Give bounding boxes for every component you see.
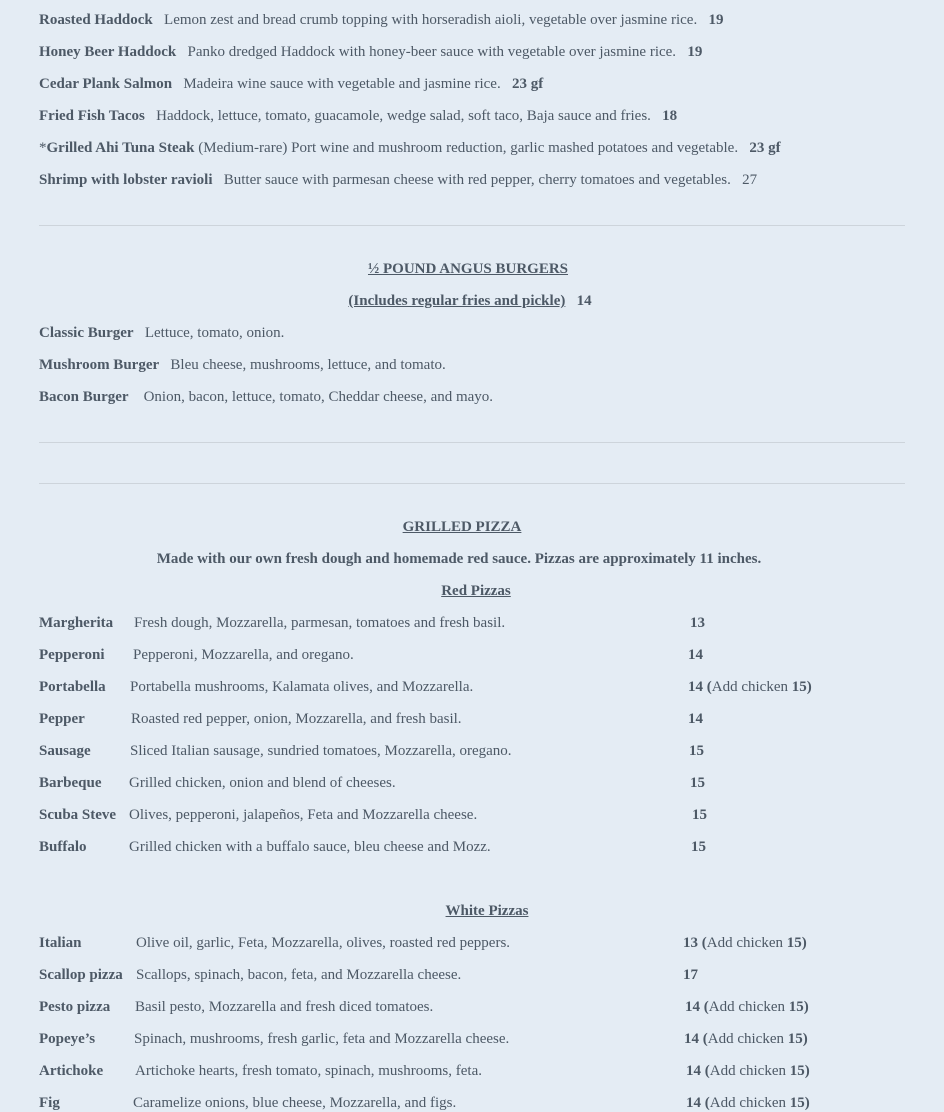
pizza-name: Italian [39,935,82,951]
pizza-desc: Sliced Italian sausage, sundried tomatoes, Mozzarella, oregano. [130,743,512,759]
pizza-desc: Pepperoni, Mozzarella, and oregano. [133,647,354,663]
item-name: Grilled Ahi Tuna Steak [46,140,195,156]
add-chicken-label: Add chicken [709,1095,786,1111]
menu-item-roasted-haddock [39,11,723,29]
pizza-name: Popeye’s [39,1031,96,1047]
add-paren-close: ) [802,1031,808,1047]
pizza-name: Sausage [39,743,91,759]
item-desc: (Medium-rare) Port wine and mushroom reduction, garlic mashed potatoes and vegetable. [198,140,739,156]
pizza-name: Portabella [39,679,106,695]
add-paren-close: ) [804,1095,810,1111]
pizza-desc: Artichoke hearts, fresh tomato, spinach, mushrooms, feta. [135,1063,482,1079]
item-desc: Butter sauce with parmesan cheese with red pepper, cherry tomatoes and vegetables. [223,172,731,188]
pizza-price-group [688,678,812,696]
divider [39,442,905,443]
pizza-desc: Caramelize onions, blue cheese, Mozzarella, and figs. [133,1095,457,1111]
pizza-price-group [686,1062,810,1080]
add-chicken-price: 15 [791,679,807,695]
add-chicken-price: 15 [786,935,802,951]
pizza-price: 14 [684,1031,699,1047]
pizza-desc: Roasted red pepper, onion, Mozzarella, and fresh basil. [131,711,462,727]
pizza-desc: Spinach, mushrooms, fresh garlic, feta and Mozzarella cheese. [134,1031,510,1047]
item-price: 23 gf [511,76,544,92]
pizza-name: Scallop pizza [39,967,123,983]
add-paren-open: ( [703,999,709,1015]
divider [39,483,905,484]
pizza-subtitle: Made with our own fresh dough and homemade red sauce. Pizzas are approximately 11 inches. [156,551,762,567]
item-desc: Haddock, lettuce, tomato, guacamole, wedge salad, soft taco, Baja sauce and fries. [156,108,651,124]
item-desc: Panko dredged Haddock with honey-beer sauce with vegetable over jasmine rice. [187,44,677,60]
pizza-desc: Olive oil, garlic, Feta, Mozzarella, olives, roasted red peppers. [136,935,511,951]
add-paren-open: ( [704,1063,710,1079]
add-paren-open: ( [706,679,712,695]
pizza-desc: Portabella mushrooms, Kalamata olives, and Mozzarella. [130,679,474,695]
pizza-name: Pepper [39,711,85,727]
pizza-price-group [692,806,707,824]
pizza-price: 14 [688,711,703,727]
item-name: Shrimp with lobster ravioli [39,172,213,188]
pizza-price-group [683,966,698,984]
add-chicken-label: Add chicken [707,1031,784,1047]
pizza-price-group [690,774,705,792]
item-desc: Madeira wine sauce with vegetable and jasmine rice. [183,76,501,92]
pizza-price-group [686,1094,810,1112]
pizza-name: Pesto pizza [39,999,111,1015]
add-paren-open: ( [702,1031,708,1047]
item-price: 23 gf [749,140,781,156]
pizza-desc: Olives, pepperoni, jalapeños, Feta and Mozzarella cheese. [129,807,478,823]
pizza-price: 17 [683,967,698,983]
pizza-desc: Fresh dough, Mozzarella, parmesan, tomatoes and fresh basil. [134,615,506,631]
add-chicken-price: 15 [788,999,804,1015]
pizza-price: 15 [689,743,704,759]
item-name: Cedar Plank Salmon [39,76,173,92]
pizza-price: 13 [690,615,705,631]
burgers-subtitle-line [0,292,940,310]
pizza-price: 14 [688,679,703,695]
pizza-price: 15 [692,807,707,823]
menu-item-grilled-ahi-tuna [39,139,781,157]
burgers-subtitle: (Includes regular fries and pickle) [348,293,566,309]
burgers-price: 14 [576,293,592,309]
menu-item-shrimp-lobster-ravioli [39,171,757,189]
pizza-price: 14 [685,999,700,1015]
pizza-price: 13 [683,935,698,951]
pizza-price-group [690,614,705,632]
menu-item-bacon-burger [39,388,493,406]
item-price: 27 [742,172,758,188]
item-desc: Bleu cheese, mushrooms, lettuce, and tomato. [170,357,446,373]
pizza-price-group [688,646,703,664]
item-name: Roasted Haddock [39,12,153,28]
item-name: Bacon Burger [39,389,129,405]
add-chicken-label: Add chicken [711,679,788,695]
pizza-desc: Grilled chicken, onion and blend of cheeses. [129,775,396,791]
menu-item-cedar-plank-salmon [39,75,543,93]
pizza-name: Fig [39,1095,60,1111]
pizza-name: Artichoke [39,1063,104,1079]
pizza-name: Buffalo [39,839,87,855]
item-desc: Onion, bacon, lettuce, tomato, Cheddar cheese, and mayo. [143,389,494,405]
pizza-name: Margherita [39,615,114,631]
add-chicken-label: Add chicken [709,1063,786,1079]
add-paren-close: ) [806,679,812,695]
item-desc: Lettuce, tomato, onion. [144,325,285,341]
item-desc: Lemon zest and bread crumb topping with horseradish aioli, vegetable over jasmine rice. [164,12,698,28]
add-chicken-label: Add chicken [706,935,783,951]
item-price: 19 [708,12,724,28]
menu-item-classic-burger [39,324,284,342]
divider [39,225,905,226]
pizza-desc: Grilled chicken with a buffalo sauce, bleu cheese and Mozz. [129,839,491,855]
pizza-desc: Basil pesto, Mozzarella and fresh diced tomatoes. [135,999,434,1015]
pizza-price-group [683,934,807,952]
section-title-pizza: GRILLED PIZZA [402,519,522,535]
white-pizzas-title: White Pizzas [445,903,529,919]
pizza-price: 15 [690,775,705,791]
menu-item-fried-fish-tacos [39,107,677,125]
item-price: 18 [662,108,678,124]
menu-item-honey-beer-haddock [39,43,702,61]
pizza-price-group [684,1030,808,1048]
pizza-price-group [685,998,809,1016]
add-paren-open: ( [701,935,707,951]
item-name: Classic Burger [39,325,134,341]
add-chicken-label: Add chicken [708,999,785,1015]
pizza-price: 15 [691,839,706,855]
pizza-price-group [689,742,704,760]
add-paren-close: ) [801,935,807,951]
add-chicken-price: 15 [787,1031,803,1047]
red-pizzas-title: Red Pizzas [441,583,511,599]
pizza-price: 14 [688,647,703,663]
add-paren-open: ( [704,1095,710,1111]
item-name: Honey Beer Haddock [39,44,177,60]
pizza-name: Scuba Steve [39,807,117,823]
pizza-price-group [688,710,703,728]
pizza-name: Barbeque [39,775,102,791]
pizza-price-group [691,838,706,856]
section-title-burgers: ½ POUND ANGUS BURGERS [367,261,569,277]
item-prefix: * [39,140,47,156]
add-chicken-price: 15 [789,1095,805,1111]
item-name: Mushroom Burger [39,357,160,373]
pizza-name: Pepperoni [39,647,105,663]
pizza-desc: Scallops, spinach, bacon, feta, and Mozzarella cheese. [136,967,462,983]
item-price: 19 [687,44,703,60]
add-paren-close: ) [804,1063,810,1079]
pizza-price: 14 [686,1063,701,1079]
menu-item-mushroom-burger [39,356,446,374]
add-chicken-price: 15 [789,1063,805,1079]
pizza-price: 14 [686,1095,701,1111]
add-paren-close: ) [803,999,809,1015]
item-name: Fried Fish Tacos [39,108,145,124]
